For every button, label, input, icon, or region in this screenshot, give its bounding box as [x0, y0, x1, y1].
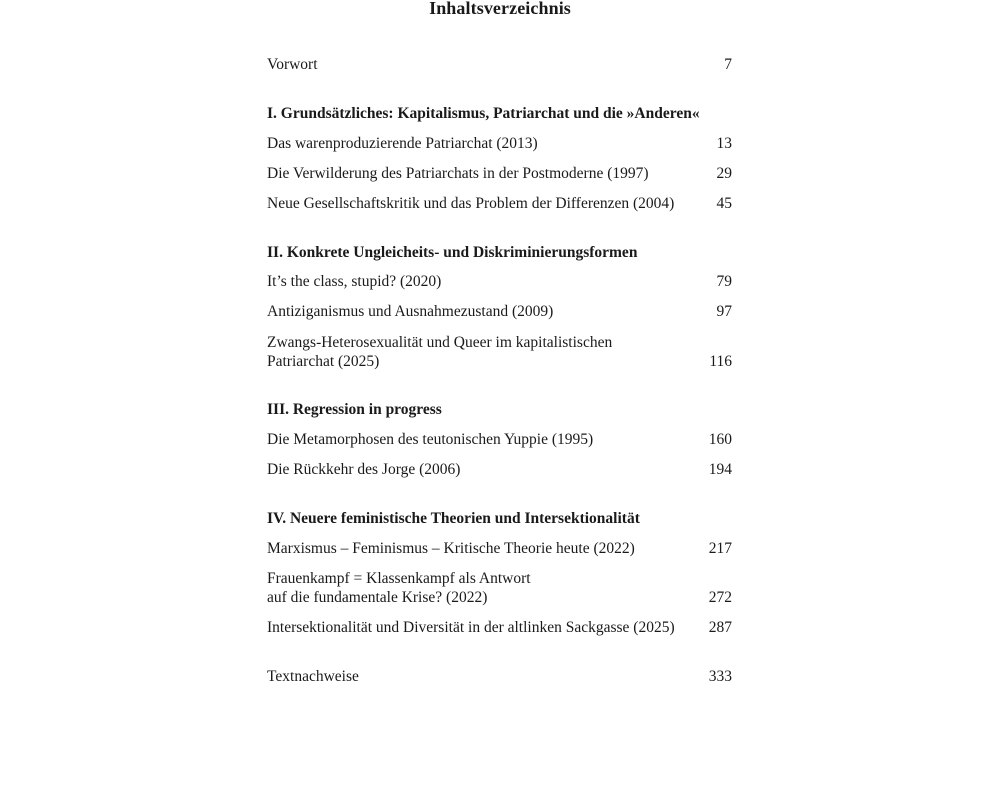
toc-entry[interactable] [267, 569, 732, 607]
toc-entry-title: Das warenproduzierende Patriarchat (2013) [267, 135, 538, 152]
toc-entry[interactable] [267, 164, 732, 183]
toc-entry-title: Vorwort [267, 56, 318, 73]
toc-entry[interactable] [267, 272, 732, 291]
section-heading-3: III. Regression in progress [267, 401, 442, 418]
section-heading-2: II. Konkrete Ungleicheits- und Diskriminierungsformen [267, 244, 638, 261]
toc-entry-page: 287 [708, 619, 732, 636]
toc-entry[interactable] [267, 194, 732, 213]
toc-entry-page: 97 [716, 303, 732, 320]
toc-entry-title-line-1: Frauenkampf = Klassenkampf als Antwort [267, 570, 531, 587]
toc-entry-title [267, 333, 612, 371]
toc-entry-page: 272 [708, 589, 732, 606]
toc-entry-page: 333 [708, 668, 732, 685]
toc-entry[interactable] [267, 134, 732, 153]
toc-entry-title: Antiziganismus und Ausnahmezustand (2009) [267, 303, 554, 320]
toc-entry-page: 79 [716, 273, 732, 290]
toc-entry-preface[interactable] [267, 55, 732, 74]
toc-entry-page: 13 [716, 135, 732, 152]
toc-entry[interactable] [267, 333, 732, 371]
toc-entry-title: Neue Gesellschaftskritik und das Problem der Differenzen (2004) [267, 195, 675, 212]
toc-entry[interactable] [267, 618, 732, 637]
toc-entry[interactable] [267, 302, 732, 321]
toc-entry-page: 116 [709, 353, 732, 370]
toc-entry-page: 217 [708, 540, 732, 557]
section-heading-4: IV. Neuere feministische Theorien und Intersektionalität [267, 510, 640, 527]
toc-entry-title-line-2: Patriarchat (2025) [267, 353, 380, 370]
toc-entry-title [267, 569, 531, 607]
toc-entry-title: It’s the class, stupid? (2020) [267, 273, 442, 290]
toc-entry-title: Textnachweise [267, 668, 359, 685]
toc-entry-page: 160 [708, 431, 732, 448]
toc-entry[interactable] [267, 539, 732, 558]
toc-entry-page: 29 [716, 165, 732, 182]
toc-entry-title-line-1: Zwangs-Heterosexualität und Queer im kapitalistischen [267, 334, 613, 351]
toc-entry-title: Die Rückkehr des Jorge (2006) [267, 461, 461, 478]
page-title: Inhaltsverzeichnis [429, 0, 571, 18]
toc-entry-page: 45 [716, 195, 732, 212]
toc-entry-page: 7 [724, 56, 732, 73]
toc-entry-title: Die Verwilderung des Patriarchats in der Postmoderne (1997) [267, 165, 649, 182]
toc-entry[interactable] [267, 460, 732, 479]
toc-entry-title-line-2: auf die fundamentale Krise? (2022) [267, 589, 488, 606]
toc-entry-appendix[interactable] [267, 667, 732, 686]
toc-entry[interactable] [267, 430, 732, 449]
toc-entry-title: Marxismus – Feminismus – Kritische Theorie heute (2022) [267, 540, 635, 557]
section-heading-1: I. Grundsätzliches: Kapitalismus, Patriarchat und die »Anderen« [267, 105, 700, 122]
toc-entry-title: Die Metamorphosen des teutonischen Yuppie (1995) [267, 431, 594, 448]
toc-entry-page: 194 [708, 461, 732, 478]
toc-entry-title: Intersektionalität und Diversität in der altlinken Sackgasse (2025) [267, 619, 675, 636]
